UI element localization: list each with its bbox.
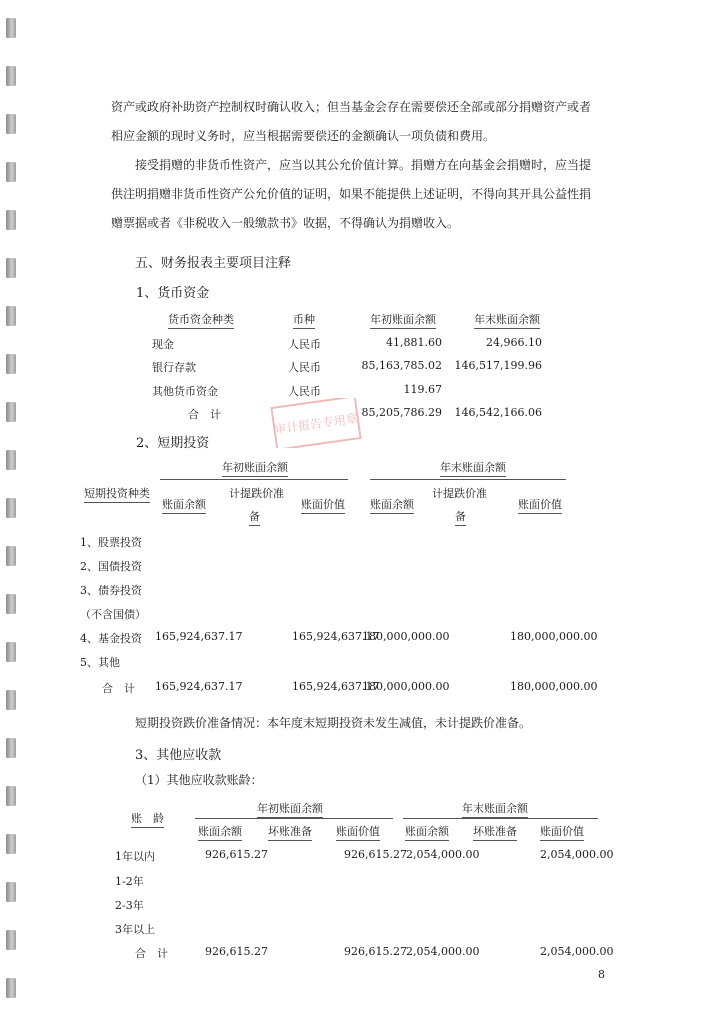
binder-hole <box>6 690 16 710</box>
short-invest-group-begin: 年初账面余额 <box>222 459 288 477</box>
cash-row-currency: 人民币 <box>288 338 321 351</box>
short-invest-col-prov: 备 <box>455 508 466 526</box>
other-recv-row-age: 1年以内 <box>115 850 155 863</box>
audit-stamp <box>268 398 364 448</box>
short-invest-total-end-value: 180,000,000.00 <box>510 680 598 693</box>
cash-row-type: 银行存款 <box>152 361 196 374</box>
cash-row-begin: 119.67 <box>403 383 442 396</box>
other-recv-col-book: 账面余额 <box>405 823 449 841</box>
binder-hole <box>6 546 16 566</box>
cash-row-type: 其他货币资金 <box>152 385 218 398</box>
cash-total-label: 合 计 <box>188 408 221 421</box>
header-rule <box>370 479 566 480</box>
binder-hole <box>6 306 16 326</box>
short-invest-row-label: 2、国债投资 <box>80 560 142 573</box>
binder-hole <box>6 738 16 758</box>
other-recv-total-label: 合 计 <box>135 947 168 960</box>
short-invest-col-prov: 计提跌价准 <box>229 487 284 500</box>
cash-row-begin: 85,163,785.02 <box>361 359 442 372</box>
binder-hole <box>6 594 16 614</box>
other-recv-total-end-value: 2,054,000.00 <box>540 945 614 958</box>
short-invest-total-begin-value: 165,924,637.17 <box>292 680 380 693</box>
other-recv-row-age: 2-3年 <box>115 899 144 912</box>
binder-hole <box>6 258 16 278</box>
binder-hole <box>6 786 16 806</box>
binder-hole <box>6 978 16 998</box>
other-recv-row-age: 1-2年 <box>115 875 144 888</box>
binder-hole <box>6 882 16 902</box>
short-invest-title: 2、短期投资 <box>136 436 210 451</box>
short-invest-row-label: 3、债券投资 <box>80 584 142 597</box>
binder-hole <box>6 210 16 230</box>
section-heading: 五、财务报表主要项目注释 <box>135 256 292 271</box>
short-invest-row-label: （不含国债） <box>80 608 146 621</box>
cash-row-end: 146,517,199.96 <box>454 359 542 372</box>
short-invest-end-book: 180,000,000.00 <box>362 630 450 643</box>
short-invest-begin-value: 165,924,637.17 <box>292 630 380 643</box>
short-invest-row-label: 5、其他 <box>80 656 120 669</box>
binder-hole <box>6 402 16 422</box>
binder-hole <box>6 354 16 374</box>
cash-row-end: 24,966.10 <box>486 336 542 349</box>
other-recv-col-bad: 坏账准备 <box>268 823 312 841</box>
binder-hole <box>6 162 16 182</box>
binder-hole <box>6 642 16 662</box>
short-invest-col-value: 账面价值 <box>518 496 562 514</box>
cash-row-begin: 41,881.60 <box>386 336 442 349</box>
cash-header-begin: 年初账面余额 <box>370 311 436 329</box>
header-rule <box>160 479 348 480</box>
short-invest-total-begin-book: 165,924,637.17 <box>155 680 243 693</box>
cash-header-currency: 币种 <box>293 311 315 329</box>
short-invest-begin-book: 165,924,637.17 <box>155 630 243 643</box>
short-invest-col-book: 账面余额 <box>370 496 414 514</box>
other-recv-end-book: 2,054,000.00 <box>406 848 480 861</box>
header-rule <box>403 818 598 819</box>
other-recv-begin-value: 926,615.27 <box>344 848 407 861</box>
short-invest-note: 短期投资跌价准备情况：本年度末短期投资未发生减值，未计提跌价准备。 <box>135 716 532 730</box>
header-rule <box>195 818 393 819</box>
other-recv-col-value: 账面价值 <box>336 823 380 841</box>
short-invest-total-label: 合 计 <box>102 682 135 695</box>
cash-row-currency: 人民币 <box>288 385 321 398</box>
other-recv-subtitle: （1）其他应收款账龄： <box>135 773 263 787</box>
cash-total-begin: 85,205,786.29 <box>361 406 442 419</box>
other-recv-group-begin: 年初账面余额 <box>257 800 323 818</box>
paragraph-line: 相应金额的现时义务时，应当根据需要偿还的金额确认一项负债和费用。 <box>111 129 496 143</box>
short-invest-total-end-book: 180,000,000.00 <box>362 680 450 693</box>
cash-row-currency: 人民币 <box>288 361 321 374</box>
other-recv-total-begin-book: 926,615.27 <box>205 945 268 958</box>
short-invest-row-label: 1、股票投资 <box>80 536 142 549</box>
paragraph-line: 供注明捐赠非货币性资产公允价值的证明，如果不能提供上述证明，不得向其开具公益性捐 <box>111 187 592 201</box>
other-recv-col-book: 账面余额 <box>198 823 242 841</box>
binder-hole <box>6 114 16 134</box>
binder-hole <box>6 498 16 518</box>
binder-hole <box>6 930 16 950</box>
other-recv-end-value: 2,054,000.00 <box>540 848 614 861</box>
cash-row-type: 现金 <box>152 338 174 351</box>
other-recv-title: 3、其他应收款 <box>135 748 222 763</box>
cash-title: 1、货币资金 <box>136 286 210 301</box>
binder-hole <box>6 450 16 470</box>
other-recv-total-end-book: 2,054,000.00 <box>406 945 480 958</box>
other-recv-begin-book: 926,615.27 <box>205 848 268 861</box>
other-recv-col-bad: 坏账准备 <box>473 823 517 841</box>
cash-total-end: 146,542,166.06 <box>454 406 542 419</box>
short-invest-end-value: 180,000,000.00 <box>510 630 598 643</box>
binder-hole <box>6 834 16 854</box>
other-recv-col-value: 账面价值 <box>540 823 584 841</box>
other-recv-group-end: 年末账面余额 <box>462 800 528 818</box>
short-invest-row-label: 4、基金投资 <box>80 632 142 645</box>
page-number: 8 <box>598 968 605 981</box>
short-invest-col-book: 账面余额 <box>162 496 206 514</box>
paragraph-line: 赠票据或者《非税收入一般缴款书》收据，不得确认为捐赠收入。 <box>111 216 460 230</box>
binder-hole <box>6 66 16 86</box>
paragraph-line: 资产或政府补助资产控制权时确认收入；但当基金会存在需要偿还全部或部分捐赠资产或者 <box>111 100 592 114</box>
other-recv-col-age: 账 龄 <box>131 810 164 828</box>
short-invest-col-prov: 计提跌价准 <box>432 487 487 500</box>
short-invest-col-type: 短期投资种类 <box>84 485 150 503</box>
other-recv-total-begin-value: 926,615.27 <box>344 945 407 958</box>
paragraph-line: 接受捐赠的非货币性资产，应当以其公允价值计算。捐赠方在向基金会捐赠时，应当提 <box>135 158 592 172</box>
other-recv-row-age: 3年以上 <box>115 923 155 936</box>
short-invest-group-end: 年末账面余额 <box>440 459 506 477</box>
cash-header-end: 年末账面余额 <box>474 311 540 329</box>
cash-header-type: 货币资金种类 <box>168 311 234 329</box>
binder-hole <box>6 18 16 38</box>
short-invest-col-prov: 备 <box>249 508 260 526</box>
short-invest-col-value: 账面价值 <box>301 496 345 514</box>
audit-stamp-text: 审计报告专用章 <box>273 411 359 437</box>
